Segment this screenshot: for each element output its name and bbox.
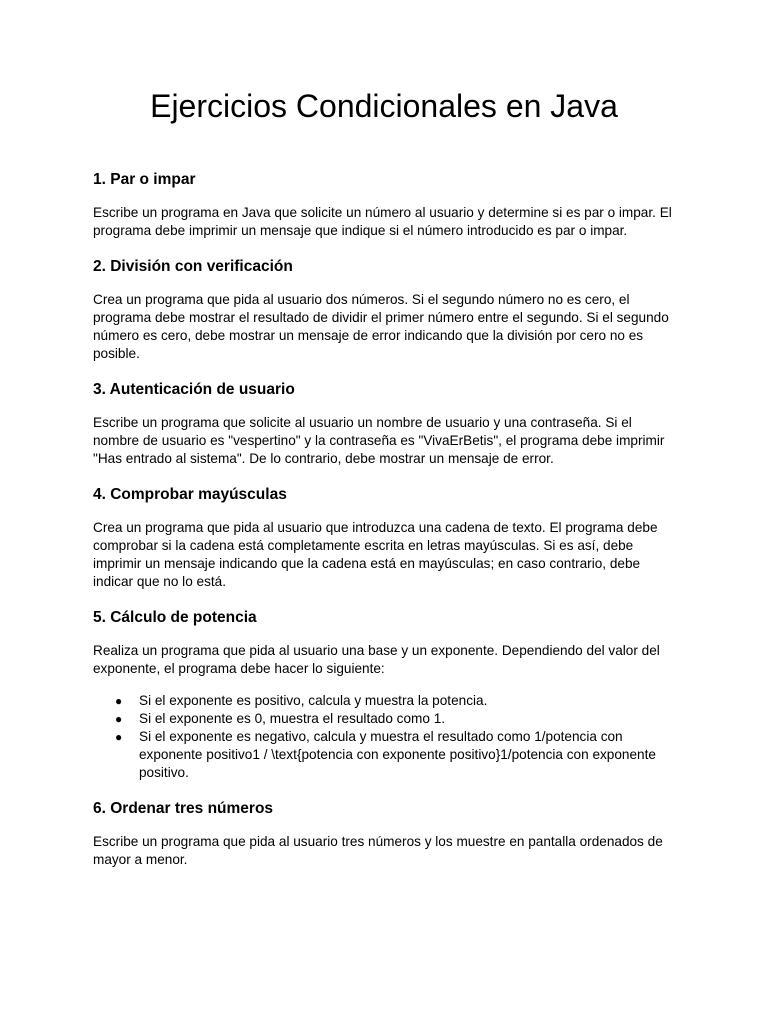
list-item [115, 692, 675, 710]
exercise-2-description: Crea un programa que pida al usuario dos números. Si el segundo número no es cero, el programa debe mostrar el resultado de dividir el primer número entre el segundo. Si el segundo número es cero, debe mostrar un mensaje de error indicando que la división por cero no es posible. [93, 292, 669, 361]
exercise-2 [93, 257, 675, 363]
exercise-2-heading: 2. División con verificación [93, 258, 293, 275]
list-item [115, 728, 675, 782]
exercise-1 [93, 170, 675, 240]
exercise-5-bullet-list [93, 692, 675, 782]
exercise-4-heading: 4. Comprobar mayúsculas [93, 486, 287, 503]
list-item-text: Si el exponente es negativo, calcula y muestra el resultado como 1/potencia con exponente positivo1 / \text{potencia con exponente positivo}1/potencia con exponente positivo. [139, 729, 656, 780]
document-title: Ejercicios Condicionales en Java [150, 88, 618, 124]
exercise-4-description: Crea un programa que pida al usuario que introduzca una cadena de texto. El programa debe comprobar si la cadena está completamente escrita en letras mayúsculas. Si es así, debe imprimir un mensaje indicando que la cadena está en mayúsculas; en caso contrario, debe indicar que no lo está. [93, 520, 658, 589]
exercise-4 [93, 485, 675, 591]
exercise-6-heading: 6. Ordenar tres números [93, 800, 274, 817]
exercise-1-description: Escribe un programa en Java que solicite un número al usuario y determine si es par o impar. El programa debe imprimir un mensaje que indique si el número introducido es par o impar. [93, 205, 672, 238]
bullet-icon: ● [115, 730, 123, 744]
exercise-5 [93, 608, 675, 782]
exercise-3 [93, 380, 675, 468]
bullet-icon: ● [115, 712, 123, 726]
exercise-1-heading: 1. Par o impar [93, 171, 196, 188]
exercise-3-description: Escribe un programa que solicite al usuario un nombre de usuario y una contraseña. Si el nombre de usuario es "vespertino" y la contraseña es "VivaErBetis", el programa debe imprimir "Has entrado al sistema". De lo contrario, debe mostrar un mensaje de error. [93, 415, 665, 466]
exercise-3-heading: 3. Autenticación de usuario [93, 381, 295, 398]
list-item-text: Si el exponente es 0, muestra el resultado como 1. [139, 711, 446, 726]
exercise-5-heading: 5. Cálculo de potencia [93, 609, 257, 626]
bullet-icon: ● [115, 694, 123, 708]
exercise-6 [93, 799, 675, 869]
list-item-text: Si el exponente es positivo, calcula y muestra la potencia. [139, 693, 488, 708]
exercise-6-description: Escribe un programa que pida al usuario tres números y los muestre en pantalla ordenados de mayor a menor. [93, 834, 663, 867]
exercise-5-description: Realiza un programa que pida al usuario una base y un exponente. Dependiendo del valor del exponente, el programa debe hacer lo siguiente: [93, 643, 660, 676]
list-item [115, 710, 675, 728]
